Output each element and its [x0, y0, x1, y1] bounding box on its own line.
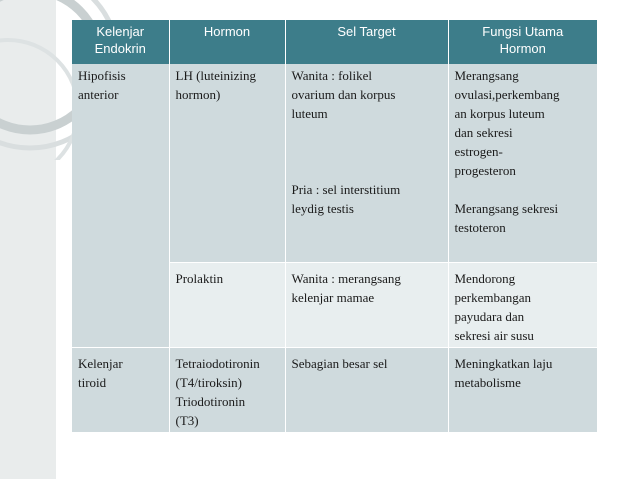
- target-male: Pria : sel interstitium leydig testis: [291, 182, 401, 216]
- cell-gland-tiroid: Kelenjar tiroid: [72, 347, 169, 432]
- target-female: Wanita : folikel ovarium dan korpus luteum: [291, 68, 396, 121]
- cell-function-lh: [448, 64, 597, 262]
- header-fungsi: Fungsi Utama Hormon: [448, 20, 597, 64]
- cell-function-tiroid: Meningkatkan laju metabolisme: [448, 347, 597, 432]
- cell-target-prolaktin: Wanita : merangsang kelenjar mamae: [285, 262, 448, 347]
- header-kelenjar: Kelenjar Endokrin: [72, 20, 169, 64]
- table-row-lh: [72, 64, 597, 262]
- cell-hormone-lh: LH (luteinizing hormon): [169, 64, 285, 262]
- function-male: Merangsang sekresi testoteron: [454, 201, 559, 235]
- cell-target-lh: [285, 64, 448, 262]
- function-female: Merangsang ovulasi,perkembang an korpus luteum dan sekresi estrogen- progesteron: [454, 68, 560, 178]
- cell-hormone-prolaktin: Prolaktin: [169, 262, 285, 347]
- cell-hormone-tiroid: Tetraiodotironin (T4/tiroksin) Triodotironin (T3): [169, 347, 285, 432]
- header-sel-target: Sel Target: [285, 20, 448, 64]
- cell-target-tiroid: Sebagian besar sel: [285, 347, 448, 432]
- table-row-tiroid: [72, 347, 597, 432]
- endocrine-hormone-table: [72, 20, 597, 433]
- table-header-row: [72, 20, 597, 64]
- header-hormon: Hormon: [169, 20, 285, 64]
- cell-gland-hipofisis: Hipofisis anterior: [72, 64, 169, 347]
- cell-function-prolaktin: Mendorong perkembangan payudara dan sekresi air susu: [448, 262, 597, 347]
